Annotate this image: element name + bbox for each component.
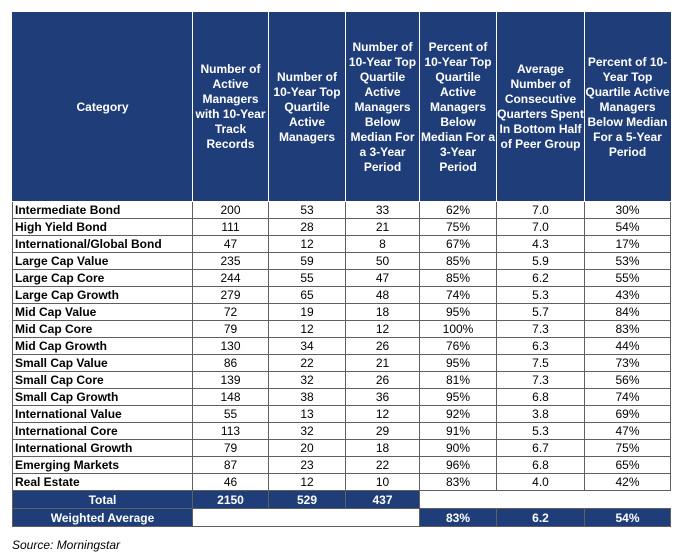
row-value-col-3: 12 [346, 321, 420, 338]
row-value-col-5: 6.2 [497, 270, 585, 287]
row-value-col-1: 244 [193, 270, 269, 287]
total-empty-cell [420, 491, 671, 509]
row-value-col-1: 72 [193, 304, 269, 321]
row-value-col-1: 130 [193, 338, 269, 355]
row-value-col-4: 76% [420, 338, 497, 355]
row-value-col-5: 7.0 [497, 202, 585, 219]
row-value-col-3: 29 [346, 423, 420, 440]
row-value-col-3: 18 [346, 440, 420, 457]
row-value-col-3: 26 [346, 372, 420, 389]
row-value-col-2: 32 [269, 372, 346, 389]
row-value-col-4: 95% [420, 304, 497, 321]
row-value-col-5: 7.3 [497, 321, 585, 338]
row-value-col-1: 200 [193, 202, 269, 219]
row-value-col-5: 7.0 [497, 219, 585, 236]
header-category: Category [13, 13, 193, 202]
row-category: International Core [13, 423, 193, 440]
row-value-col-1: 279 [193, 287, 269, 304]
row-value-col-1: 47 [193, 236, 269, 253]
row-value-col-6: 69% [585, 406, 671, 423]
row-value-col-1: 87 [193, 457, 269, 474]
row-value-col-4: 85% [420, 270, 497, 287]
row-category: International Growth [13, 440, 193, 457]
weighted-average-row [13, 509, 671, 527]
row-value-col-2: 20 [269, 440, 346, 457]
row-value-col-5: 7.3 [497, 372, 585, 389]
header-col-5: Average Number of Consecutive Quarters Spent In Bottom Half of Peer Group [497, 13, 585, 202]
row-value-col-5: 6.8 [497, 389, 585, 406]
row-value-col-6: 74% [585, 389, 671, 406]
row-value-col-1: 86 [193, 355, 269, 372]
row-value-col-2: 32 [269, 423, 346, 440]
weighted-average-value-col-5: 6.2 [497, 509, 585, 527]
row-category: Large Cap Value [13, 253, 193, 270]
row-value-col-5: 4.0 [497, 474, 585, 491]
row-value-col-3: 22 [346, 457, 420, 474]
row-value-col-4: 100% [420, 321, 497, 338]
row-value-col-5: 5.3 [497, 287, 585, 304]
row-value-col-2: 12 [269, 236, 346, 253]
weighted-average-value-col-4: 83% [420, 509, 497, 527]
row-value-col-1: 235 [193, 253, 269, 270]
table-row [13, 423, 671, 440]
row-value-col-3: 10 [346, 474, 420, 491]
row-value-col-2: 59 [269, 253, 346, 270]
row-value-col-1: 55 [193, 406, 269, 423]
total-value-col-2: 529 [269, 491, 346, 509]
table-row [13, 355, 671, 372]
row-category: Small Cap Core [13, 372, 193, 389]
row-value-col-2: 19 [269, 304, 346, 321]
row-value-col-3: 21 [346, 355, 420, 372]
row-category: International/Global Bond [13, 236, 193, 253]
row-value-col-5: 3.8 [497, 406, 585, 423]
row-category: Emerging Markets [13, 457, 193, 474]
row-value-col-3: 50 [346, 253, 420, 270]
row-category: High Yield Bond [13, 219, 193, 236]
row-value-col-5: 5.9 [497, 253, 585, 270]
row-value-col-2: 65 [269, 287, 346, 304]
table-row [13, 287, 671, 304]
total-label: Total [13, 491, 193, 509]
row-category: Real Estate [13, 474, 193, 491]
row-value-col-4: 62% [420, 202, 497, 219]
row-value-col-2: 22 [269, 355, 346, 372]
row-value-col-1: 139 [193, 372, 269, 389]
header-col-3: Number of 10-Year Top Quartile Active Managers Below Median For a 3-Year Period [346, 13, 420, 202]
header-col-2: Number of 10-Year Top Quartile Active Managers [269, 13, 346, 202]
row-value-col-6: 43% [585, 287, 671, 304]
row-value-col-3: 21 [346, 219, 420, 236]
row-value-col-5: 4.3 [497, 236, 585, 253]
row-value-col-6: 42% [585, 474, 671, 491]
source-note: Source: Morningstar [12, 538, 121, 552]
row-value-col-1: 111 [193, 219, 269, 236]
row-category: International Value [13, 406, 193, 423]
row-value-col-6: 53% [585, 253, 671, 270]
row-value-col-6: 75% [585, 440, 671, 457]
row-value-col-1: 113 [193, 423, 269, 440]
row-value-col-5: 6.3 [497, 338, 585, 355]
total-row [13, 491, 671, 509]
row-value-col-3: 18 [346, 304, 420, 321]
row-value-col-6: 44% [585, 338, 671, 355]
table-row [13, 202, 671, 219]
manager-performance-table [12, 12, 671, 527]
row-value-col-6: 30% [585, 202, 671, 219]
row-value-col-2: 38 [269, 389, 346, 406]
header-col-1: Number of Active Managers with 10-Year Track Records [193, 13, 269, 202]
row-value-col-4: 74% [420, 287, 497, 304]
total-value-col-3: 437 [346, 491, 420, 509]
row-category: Large Cap Growth [13, 287, 193, 304]
row-value-col-1: 148 [193, 389, 269, 406]
row-value-col-3: 36 [346, 389, 420, 406]
row-value-col-6: 54% [585, 219, 671, 236]
table-row [13, 270, 671, 287]
row-value-col-3: 12 [346, 406, 420, 423]
row-value-col-6: 55% [585, 270, 671, 287]
row-value-col-4: 81% [420, 372, 497, 389]
row-value-col-6: 73% [585, 355, 671, 372]
row-value-col-6: 65% [585, 457, 671, 474]
row-value-col-4: 91% [420, 423, 497, 440]
header-row [13, 13, 671, 202]
total-value-col-1: 2150 [193, 491, 269, 509]
table-row [13, 457, 671, 474]
table-row [13, 253, 671, 270]
row-value-col-2: 53 [269, 202, 346, 219]
table-row [13, 321, 671, 338]
row-value-col-2: 23 [269, 457, 346, 474]
row-value-col-4: 85% [420, 253, 497, 270]
row-value-col-2: 28 [269, 219, 346, 236]
row-category: Mid Cap Growth [13, 338, 193, 355]
row-value-col-4: 90% [420, 440, 497, 457]
row-value-col-2: 12 [269, 321, 346, 338]
row-value-col-3: 33 [346, 202, 420, 219]
table-row [13, 219, 671, 236]
row-value-col-4: 92% [420, 406, 497, 423]
row-value-col-4: 95% [420, 355, 497, 372]
table-row [13, 372, 671, 389]
row-value-col-6: 47% [585, 423, 671, 440]
row-value-col-5: 6.7 [497, 440, 585, 457]
row-value-col-1: 79 [193, 440, 269, 457]
row-value-col-6: 56% [585, 372, 671, 389]
table-row [13, 338, 671, 355]
row-value-col-4: 75% [420, 219, 497, 236]
row-value-col-2: 13 [269, 406, 346, 423]
row-value-col-2: 12 [269, 474, 346, 491]
row-value-col-3: 8 [346, 236, 420, 253]
row-value-col-3: 47 [346, 270, 420, 287]
row-value-col-4: 96% [420, 457, 497, 474]
header-col-4: Percent of 10-Year Top Quartile Active Managers Below Median For a 3-Year Period [420, 13, 497, 202]
weighted-average-value-col-6: 54% [585, 509, 671, 527]
row-value-col-5: 5.7 [497, 304, 585, 321]
row-value-col-6: 83% [585, 321, 671, 338]
header-col-6: Percent of 10-Year Top Quartile Active Managers Below Median For a 5-Year Period [585, 13, 671, 202]
table-row [13, 406, 671, 423]
row-value-col-2: 55 [269, 270, 346, 287]
row-category: Intermediate Bond [13, 202, 193, 219]
row-value-col-1: 46 [193, 474, 269, 491]
row-value-col-4: 83% [420, 474, 497, 491]
weighted-average-label: Weighted Average [13, 509, 193, 527]
table-row [13, 389, 671, 406]
row-category: Mid Cap Core [13, 321, 193, 338]
row-category: Small Cap Growth [13, 389, 193, 406]
row-value-col-2: 34 [269, 338, 346, 355]
row-value-col-3: 48 [346, 287, 420, 304]
table-row [13, 236, 671, 253]
table-row [13, 440, 671, 457]
table-row [13, 474, 671, 491]
table-row [13, 304, 671, 321]
row-value-col-4: 67% [420, 236, 497, 253]
row-category: Small Cap Value [13, 355, 193, 372]
row-value-col-3: 26 [346, 338, 420, 355]
row-value-col-6: 84% [585, 304, 671, 321]
row-value-col-6: 17% [585, 236, 671, 253]
row-category: Mid Cap Value [13, 304, 193, 321]
row-value-col-1: 79 [193, 321, 269, 338]
row-category: Large Cap Core [13, 270, 193, 287]
row-value-col-5: 5.3 [497, 423, 585, 440]
row-value-col-5: 6.8 [497, 457, 585, 474]
weighted-average-empty-cell [193, 509, 420, 527]
row-value-col-4: 95% [420, 389, 497, 406]
row-value-col-5: 7.5 [497, 355, 585, 372]
